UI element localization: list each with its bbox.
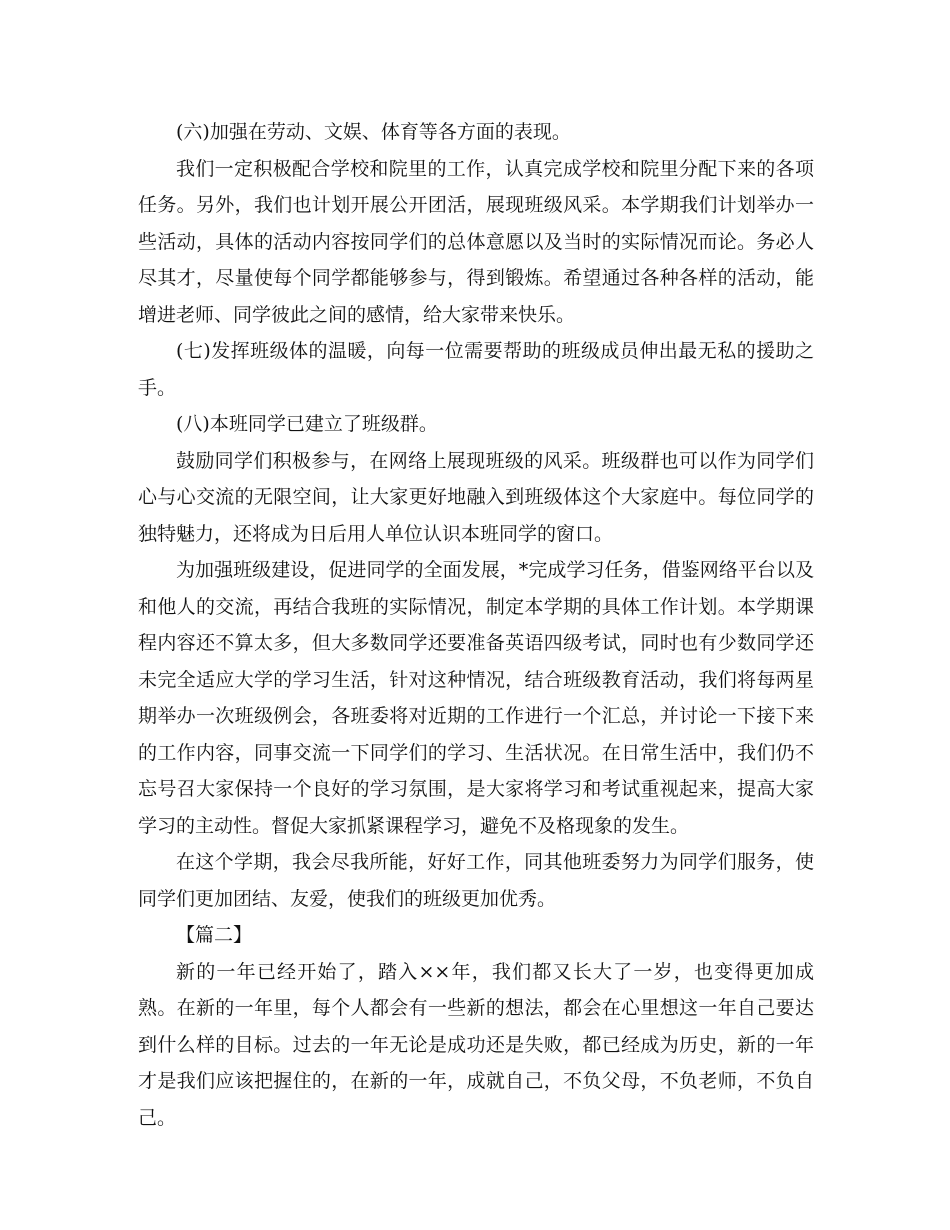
section-heading: 【篇二】 bbox=[176, 924, 253, 946]
document-page bbox=[138, 114, 814, 1136]
paragraph-work-plan: 我们一定积极配合学校和院里的工作，认真完成学校和院里分配下来的各项任务。另外，我们也计划开展公开团活，展现班级风采。本学期我们计划举办一些活动，具体的活动内容按同学们的总体意愿以及当时的实际情况而论。务必人尽其才，尽量使每个同学都能够参与，得到锻炼。希望通过各种各样的活动，能增进老师、同学彼此之间的感情，给大家带来快乐。 bbox=[138, 157, 814, 326]
paragraph-section-eight: (八)本班同学已建立了班级群。 bbox=[176, 413, 438, 435]
paragraph-semester-commitment: 在这个学期，我会尽我所能，好好工作，同其他班委努力为同学们服务，使同学们更加团结、友爱，使我们的班级更加优秀。 bbox=[138, 851, 814, 910]
paragraph-section-seven: (七)发挥班级体的温暖，向每一位需要帮助的班级成员伸出最无私的援助之手。 bbox=[138, 340, 814, 399]
paragraph-class-group: 鼓励同学们积极参与，在网络上展现班级的风采。班级群也可以作为同学们心与心交流的无限空间，让大家更好地融入到班级体这个大家庭中。每位同学的独特魅力，还将成为日后用人单位认识本班同学的窗口。 bbox=[138, 449, 814, 545]
paragraph-class-building: 为加强班级建设，促进同学的全面发展，*完成学习任务，借鉴网络平台以及和他人的交流，再结合我班的实际情况，制定本学期的具体工作计划。本学期课程内容还不算太多，但大多数同学还要准备英语四级考试，同时也有少数同学还未完全适应大学的学习生活，针对这种情况，结合班级教育活动，我们将每两星期举办一次班级例会，各班委将对近期的工作进行一个汇总，并讨论一下接下来的工作内容，同事交流一下同学们的学习、生活状况。在日常生活中，我们仍不忘号召大家保持一个良好的学习氛围，是大家将学习和考试重视起来，提高大家学习的主动性。督促大家抓紧课程学习，避免不及格现象的发生。 bbox=[138, 559, 814, 837]
paragraph-section-six: (六)加强在劳动、文娱、体育等各方面的表现。 bbox=[176, 121, 571, 143]
paragraph-new-year: 新的一年已经开始了，踏入××年，我们都又长大了一岁，也变得更加成熟。在新的一年里，每个人都会有一些新的想法，都会在心里想这一年自己要达到什么样的目标。过去的一年无论是成功还是失败，都已经成为历史，新的一年才是我们应该把握住的，在新的一年，成就自己，不负父母，不负老师，不负自己。 bbox=[138, 960, 814, 1129]
